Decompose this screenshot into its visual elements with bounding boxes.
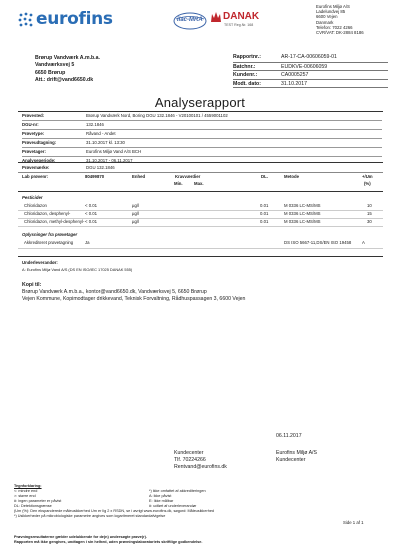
legend-title: Tegnforklaring: [14, 484, 42, 488]
col-unit: Enhed [132, 174, 146, 179]
legend-left [14, 489, 149, 509]
sample-info-row [22, 148, 382, 157]
legend-item: *) ikke omfattet af akkrediteringen [149, 489, 206, 493]
meta-row [233, 71, 388, 80]
sample-info-label: Prøveudtagning: [22, 140, 57, 145]
sample-info-value: 132.1846 [86, 122, 104, 127]
results-table-header [22, 174, 382, 190]
row-unit: µg/l [132, 211, 140, 216]
legend-item: >: større end [14, 494, 36, 498]
sample-info-value: Brørup Vandværk Nord, Boring DGU 132.1846 - V20100101 / 4559001102 [86, 113, 228, 118]
row-name: Chloridazon [24, 203, 47, 208]
sample-info-row [22, 139, 382, 148]
signature-left [174, 450, 227, 470]
recipient-name: Brørup Vandværk A.m.b.a. [35, 55, 100, 61]
sample-info-row [22, 121, 382, 130]
sample-info [22, 112, 382, 165]
meta-row [233, 54, 388, 63]
group-title-sampler-info: Oplysninger fra prøvetager [22, 232, 78, 237]
lab-address-line: Eurofins Miljø A/S [316, 4, 350, 9]
sample-mark [22, 165, 382, 170]
col-lab-number: 80499870 [85, 174, 105, 179]
eurofins-logo [18, 9, 128, 31]
subcontractor-title: Underleverandør: [22, 260, 58, 265]
row-divider [18, 248, 383, 249]
row-um: 10 [367, 203, 372, 208]
danak-crown-icon [210, 10, 222, 24]
copy-line: Vejen Kommune, Kopimodtager drikkevand, Teknisk Forvaltning, Rådhuspassagen 3, 6600 Vejen [22, 296, 246, 303]
col-min: Min. [174, 181, 183, 186]
signature-left-line: Tlf. 70224266 [174, 456, 206, 463]
group-title-pesticides: Pesticider [22, 195, 43, 200]
meta-label: Kundenr.: [233, 72, 258, 79]
sample-info-value: Råvand - Andet [86, 131, 116, 136]
row-value: < 0.01 [85, 219, 98, 224]
row-name: Akkrediteret prøvetagning [24, 240, 74, 245]
page-title: Analyserapport [154, 95, 246, 110]
row-name: Chloridazon, methyl-desphenyl- [24, 219, 85, 224]
lab-address-line: 6600 Vejen [316, 14, 338, 20]
col-dl: DL. [261, 174, 268, 179]
ilac-text: ilac-MRA [177, 17, 203, 23]
row-divider [18, 226, 383, 227]
report-meta [233, 54, 388, 88]
lab-address-line: Ladelundvej 85 [316, 9, 346, 15]
row-method: M 0336 LC-MS/MS [284, 219, 321, 224]
row-value: < 0.01 [85, 211, 98, 216]
meta-label: Rapportnr.: [233, 54, 261, 60]
legend-micro-note: *) Usikkerheder på mikrobiologiske parametre angives som logaritmeret standardafvigelse [14, 514, 166, 518]
row-um: A [362, 240, 365, 245]
sample-info-value: Eurofins Miljø Vand A/S BCH [86, 149, 142, 154]
meta-label: Modt. dato: [233, 80, 261, 87]
legend-item: A: ikke påvist [149, 494, 172, 498]
table-header-divider [18, 191, 383, 192]
lab-address-line: CVR/VAT: DK-2884 8186 [316, 30, 364, 36]
sample-info-label: Analyseperiode: [22, 158, 56, 163]
legend-item: DL: Detektionsgrænse [14, 504, 52, 508]
danak-sub: TEST Reg.Nr. 168 [224, 23, 254, 27]
sample-info-divider [18, 162, 383, 163]
eurofins-logo-text: eurofins [36, 9, 113, 29]
row-unit: µg/l [132, 219, 140, 224]
footer-block [14, 535, 389, 545]
lab-address-line: Danmark [316, 19, 334, 25]
row-dl: 0.01 [260, 203, 269, 208]
subcontractor-text: A: Eurofins Miljø Vand A/S (DS EN ISO/IEC 17025 DANAK 555) [22, 267, 133, 273]
table-row [22, 219, 382, 226]
table-bottom-divider [18, 256, 383, 257]
ilac-mra-logo [172, 12, 208, 30]
recipient-block [35, 55, 175, 84]
legend-block [14, 484, 389, 519]
meta-label: Batchnr.: [233, 63, 256, 70]
lab-address [316, 4, 396, 35]
sample-info-row [22, 157, 382, 165]
row-um: 30 [367, 219, 372, 224]
table-row [22, 211, 382, 218]
sample-mark-divider [18, 172, 383, 173]
legend-item: #: udført af underleverandør [149, 504, 197, 508]
signature-date: 06.11.2017 [276, 433, 302, 439]
col-lab-label: Lab prøvenr: [22, 174, 49, 179]
col-max: Max. [194, 181, 204, 186]
copy-line: Brørup Vandværk A.m.b.a., kontor@vand6650.dk, Vandværksvej 5, 6650 Brørup [22, 289, 207, 296]
row-um: 15 [367, 211, 372, 216]
signature-left-line: Kundecenter [174, 450, 204, 456]
row-method: M 0336 LC-MS/MS [284, 211, 321, 216]
table-row [22, 240, 382, 247]
legend-right [149, 489, 206, 509]
recipient-city: 6650 Brørup [35, 69, 66, 76]
sample-info-label: Prøvested: [22, 113, 45, 118]
legend-item: #: ingen parameter er påvist [14, 499, 62, 503]
legend-item: <: mindre end [14, 489, 38, 493]
col-um: +/Um [362, 174, 373, 179]
sample-info-label: DGU-nr: [22, 122, 39, 127]
sample-info-label: Prøvetype: [22, 131, 45, 136]
footer-line: Prøvningsresultaterne gælder udelukkende for de(n) undersøgte prøve(r). [14, 535, 147, 539]
danak-text: DANAK [223, 11, 260, 22]
row-value: < 0.01 [85, 203, 98, 208]
meta-row [233, 63, 388, 72]
row-method: DS ISO 5667-11,DS/EN ISO 19458 [284, 240, 352, 245]
footer-line: Rapporten må ikke gengives, undtagen i sin helhed, uden prøvningslaboratoriets skriftlige godkendelse. [14, 540, 203, 544]
table-row [22, 203, 382, 210]
sample-mark-label: Prøvemærke: [22, 165, 50, 170]
lab-address-line: Telefon: 7022 4266 [316, 24, 353, 30]
meta-value: EUDKVE-00606059 [281, 63, 328, 70]
signature-right-line: Eurofins Miljø A/S [276, 450, 317, 456]
row-unit: µg/l [132, 203, 140, 208]
signature-right-line: Kundecenter [276, 456, 306, 463]
meta-value: 31.10.2017 [281, 80, 307, 87]
legend-um-note: (Um (%): Den ekspanderede måleusikkerhed Um er lig 2 x RSDN, se i øvrigt www.eurofins.dk, søgord: Måleusikkerhed [14, 509, 215, 513]
meta-value: CA0005257 [281, 72, 309, 79]
sample-info-value: 31.10.2017 kl. 13:30 [86, 140, 125, 145]
copy-block [22, 282, 382, 304]
sample-info-row [22, 130, 382, 139]
row-value: Ja [85, 240, 90, 245]
col-method: Metode [284, 174, 300, 179]
recipient-street: Vandværksvej 5 [35, 62, 75, 69]
legend-item: E: Ikke målbar [149, 499, 174, 503]
col-requirements: Kravværdier [175, 174, 201, 179]
sample-mark-value: DGU 132.1846 [86, 165, 115, 170]
sample-info-value: 31.10.2017 - 06.11.2017 [86, 158, 133, 163]
row-method: M 0336 LC-MS/MS [284, 203, 321, 208]
subcontractor-block [22, 260, 382, 272]
copy-title: Kopi til: [22, 282, 42, 288]
signature-right [276, 450, 317, 464]
row-dl: 0.01 [260, 219, 269, 224]
meta-row [233, 80, 388, 89]
danak-logo [210, 8, 260, 34]
row-dl: 0.01 [260, 211, 269, 216]
sample-info-row [22, 112, 382, 121]
signature-left-line: Rentvand@eurofins.dk [174, 463, 227, 470]
sample-info-label: Prøvetager: [22, 149, 46, 154]
eurofins-dots-icon [18, 12, 34, 28]
row-name: Chloridazon, desphenyl- [24, 211, 71, 216]
meta-value: AR-17-CA-00606059-01 [281, 54, 337, 60]
col-pct: (%) [364, 181, 371, 186]
recipient-att: Att.: drift@vand6650.dk [35, 76, 94, 83]
page-number: Side 1 af 1 [343, 520, 364, 525]
